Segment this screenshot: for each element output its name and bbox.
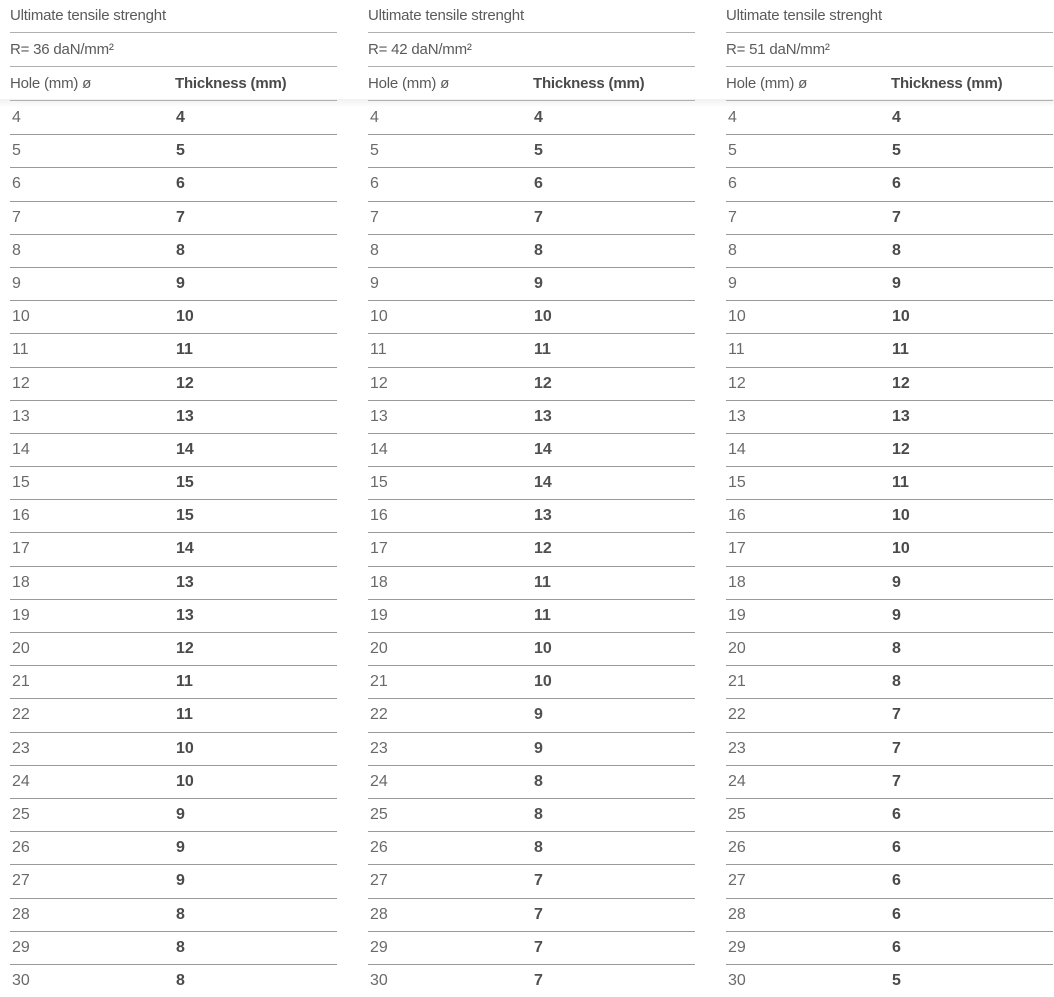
- table-subtitle: R= 51 daN/mm²: [726, 33, 1053, 67]
- table-row: [368, 965, 695, 997]
- hole-cell: 24: [728, 772, 746, 790]
- table-row: [368, 699, 695, 732]
- table-row: [10, 401, 337, 434]
- thickness-cell: 7: [534, 208, 543, 226]
- hole-cell: 23: [370, 739, 388, 757]
- hole-cell: 16: [728, 507, 746, 525]
- thickness-cell: 6: [892, 805, 901, 823]
- table-row: [726, 202, 1053, 235]
- table-row: [726, 301, 1053, 334]
- hole-cell: 9: [728, 274, 737, 292]
- table-row: [726, 766, 1053, 799]
- thickness-cell: 7: [892, 208, 901, 226]
- table-row: [10, 899, 337, 932]
- table-row: [368, 334, 695, 367]
- thickness-cell: 4: [176, 109, 185, 126]
- thickness-cell: 5: [892, 971, 901, 989]
- hole-cell: 10: [728, 308, 746, 326]
- hole-cell: 14: [12, 440, 30, 458]
- thickness-cell: 9: [176, 805, 185, 823]
- thickness-cell: 12: [176, 640, 194, 657]
- table-row: [10, 202, 337, 235]
- hole-cell: 22: [370, 706, 388, 724]
- hole-cell: 9: [370, 274, 379, 292]
- hole-cell: 12: [12, 374, 30, 392]
- column-header-hole: Hole (mm) ø: [10, 75, 92, 92]
- hole-cell: 12: [728, 374, 746, 392]
- hole-cell: 19: [370, 606, 388, 624]
- table-row: [10, 533, 337, 566]
- hole-cell: 18: [728, 573, 746, 591]
- hole-cell: 19: [12, 606, 30, 624]
- hole-cell: 4: [370, 109, 379, 126]
- hole-cell: 26: [728, 839, 746, 857]
- hole-cell: 26: [370, 839, 388, 857]
- hole-cell: 7: [370, 208, 379, 226]
- table-row: [10, 235, 337, 268]
- thickness-cell: 14: [534, 440, 552, 458]
- hole-cell: 8: [12, 241, 21, 259]
- table-subtitle: R= 42 daN/mm²: [368, 33, 695, 67]
- hole-cell: 18: [370, 573, 388, 591]
- hole-cell: 25: [370, 805, 388, 823]
- table-title: Ultimate tensile strenght: [726, 0, 1053, 33]
- thickness-cell: 15: [176, 474, 194, 492]
- hole-cell: 5: [12, 142, 21, 160]
- table-row: [726, 567, 1053, 600]
- hole-cell: 11: [370, 341, 387, 359]
- hole-cell: 21: [370, 673, 388, 691]
- column-header-thickness: Thickness (mm): [891, 75, 1003, 92]
- thickness-cell: 8: [892, 241, 901, 259]
- hole-cell: 12: [370, 374, 388, 392]
- hole-cell: 26: [12, 839, 30, 857]
- table-row: [368, 865, 695, 898]
- hole-cell: 23: [12, 739, 30, 757]
- thickness-cell: 9: [534, 739, 543, 757]
- hole-cell: 5: [370, 142, 379, 160]
- thickness-cell: 8: [892, 640, 901, 657]
- table-row: [726, 434, 1053, 467]
- table-row: [368, 500, 695, 533]
- hole-cell: 24: [370, 772, 388, 790]
- hole-cell: 27: [370, 872, 388, 890]
- table-row: [368, 932, 695, 965]
- column-header-row: [368, 67, 695, 101]
- thickness-cell: 5: [534, 142, 543, 160]
- thickness-cell: 11: [534, 606, 551, 624]
- table-row: [10, 434, 337, 467]
- thickness-cell: 8: [892, 673, 901, 691]
- thickness-cell: 8: [534, 805, 543, 823]
- table-row: [368, 401, 695, 434]
- table-title: Ultimate tensile strenght: [10, 0, 337, 33]
- table-r36: [10, 0, 337, 997]
- table-row: [10, 799, 337, 832]
- column-header-hole: Hole (mm) ø: [726, 75, 808, 92]
- table-row: [726, 401, 1053, 434]
- thickness-cell: 10: [534, 308, 552, 326]
- hole-cell: 30: [370, 971, 388, 989]
- hole-cell: 28: [728, 905, 746, 923]
- hole-cell: 15: [12, 474, 30, 492]
- table-row: [10, 965, 337, 997]
- hole-cell: 4: [728, 109, 737, 126]
- hole-cell: 10: [12, 308, 30, 326]
- hole-cell: 29: [12, 938, 30, 956]
- table-body: [368, 101, 695, 997]
- column-header-thickness: Thickness (mm): [175, 75, 287, 92]
- thickness-cell: 6: [176, 175, 185, 193]
- thickness-cell: 6: [892, 175, 901, 193]
- hole-cell: 30: [728, 971, 746, 989]
- table-row: [10, 301, 337, 334]
- table-row: [726, 832, 1053, 865]
- table-row: [726, 334, 1053, 367]
- thickness-cell: 9: [176, 872, 185, 890]
- hole-cell: 25: [12, 805, 30, 823]
- table-row: [10, 633, 337, 666]
- hole-cell: 20: [370, 640, 388, 657]
- table-row: [368, 799, 695, 832]
- thickness-cell: 4: [534, 109, 543, 126]
- hole-cell: 10: [370, 308, 388, 326]
- table-row: [10, 932, 337, 965]
- thickness-cell: 9: [176, 839, 185, 857]
- thickness-cell: 12: [534, 374, 552, 392]
- table-row: [10, 766, 337, 799]
- hole-cell: 9: [12, 274, 21, 292]
- table-row: [726, 368, 1053, 401]
- hole-cell: 15: [728, 474, 746, 492]
- hole-cell: 28: [370, 905, 388, 923]
- thickness-cell: 10: [176, 739, 194, 757]
- thickness-cell: 12: [176, 374, 194, 392]
- thickness-cell: 4: [892, 109, 901, 126]
- thickness-cell: 5: [892, 142, 901, 160]
- hole-cell: 16: [12, 507, 30, 525]
- thickness-cell: 9: [534, 274, 543, 292]
- table-row: [368, 301, 695, 334]
- thickness-cell: 14: [176, 440, 194, 458]
- table-row: [368, 102, 695, 135]
- table-subtitle: R= 36 daN/mm²: [10, 33, 337, 67]
- thickness-cell: 7: [892, 706, 901, 724]
- hole-cell: 7: [12, 208, 21, 226]
- hole-cell: 11: [728, 341, 745, 359]
- hole-cell: 22: [728, 706, 746, 724]
- thickness-cell: 11: [176, 673, 193, 691]
- table-row: [368, 235, 695, 268]
- hole-cell: 19: [728, 606, 746, 624]
- thickness-cell: 10: [534, 673, 552, 691]
- thickness-cell: 9: [892, 573, 901, 591]
- table-row: [368, 168, 695, 201]
- hole-cell: 25: [728, 805, 746, 823]
- thickness-cell: 11: [892, 474, 909, 492]
- hole-cell: 30: [12, 971, 30, 989]
- thickness-cell: 8: [176, 241, 185, 259]
- thickness-cell: 8: [534, 839, 543, 857]
- hole-cell: 23: [728, 739, 746, 757]
- thickness-cell: 10: [534, 640, 552, 657]
- hole-cell: 24: [12, 772, 30, 790]
- hole-cell: 5: [728, 142, 737, 160]
- table-r42: [368, 0, 695, 997]
- hole-cell: 16: [370, 507, 388, 525]
- table-row: [726, 168, 1053, 201]
- thickness-cell: 9: [892, 606, 901, 624]
- thickness-cell: 10: [892, 308, 910, 326]
- thickness-cell: 10: [892, 540, 910, 558]
- thickness-cell: 9: [892, 274, 901, 292]
- hole-cell: 4: [12, 109, 21, 126]
- thickness-cell: 7: [534, 872, 543, 890]
- hole-cell: 13: [370, 407, 388, 425]
- table-row: [368, 135, 695, 168]
- thickness-cell: 10: [892, 507, 910, 525]
- table-row: [10, 500, 337, 533]
- table-row: [368, 899, 695, 932]
- table-row: [10, 368, 337, 401]
- table-row: [368, 533, 695, 566]
- hole-cell: 29: [370, 938, 388, 956]
- thickness-cell: 6: [892, 872, 901, 890]
- thickness-cell: 11: [176, 706, 193, 724]
- table-row: [726, 799, 1053, 832]
- hole-cell: 8: [370, 241, 379, 259]
- thickness-cell: 7: [892, 739, 901, 757]
- hole-cell: 28: [12, 905, 30, 923]
- table-body: [726, 101, 1053, 997]
- thickness-cell: 6: [892, 839, 901, 857]
- table-row: [726, 235, 1053, 268]
- thickness-cell: 5: [176, 142, 185, 160]
- thickness-cell: 9: [534, 706, 543, 724]
- hole-cell: 20: [12, 640, 30, 657]
- hole-cell: 27: [12, 872, 30, 890]
- table-row: [726, 533, 1053, 566]
- hole-cell: 21: [12, 673, 30, 691]
- table-row: [726, 467, 1053, 500]
- hole-cell: 17: [370, 540, 388, 558]
- thickness-cell: 7: [176, 208, 185, 226]
- thickness-cell: 13: [176, 606, 194, 624]
- table-row: [10, 832, 337, 865]
- table-row: [726, 500, 1053, 533]
- thickness-cell: 11: [534, 341, 551, 359]
- hole-cell: 15: [370, 474, 388, 492]
- table-r51: [726, 0, 1053, 997]
- table-row: [368, 600, 695, 633]
- thickness-cell: 6: [534, 175, 543, 193]
- thickness-cell: 6: [892, 938, 901, 956]
- column-header-hole: Hole (mm) ø: [368, 75, 450, 92]
- hole-cell: 29: [728, 938, 746, 956]
- column-header-thickness: Thickness (mm): [533, 75, 645, 92]
- hole-cell: 22: [12, 706, 30, 724]
- table-row: [10, 168, 337, 201]
- table-row: [10, 733, 337, 766]
- table-row: [10, 699, 337, 732]
- thickness-cell: 8: [176, 971, 185, 989]
- table-row: [10, 600, 337, 633]
- table-row: [726, 633, 1053, 666]
- table-row: [10, 666, 337, 699]
- table-row: [726, 666, 1053, 699]
- hole-cell: 17: [12, 540, 30, 558]
- table-row: [368, 666, 695, 699]
- thickness-cell: 12: [534, 540, 552, 558]
- hole-cell: 13: [12, 407, 30, 425]
- thickness-cell: 8: [176, 938, 185, 956]
- hole-cell: 18: [12, 573, 30, 591]
- table-body: [10, 101, 337, 997]
- hole-cell: 14: [728, 440, 746, 458]
- thickness-cell: 7: [534, 938, 543, 956]
- hole-cell: 13: [728, 407, 746, 425]
- thickness-cell: 13: [534, 407, 552, 425]
- table-row: [10, 334, 337, 367]
- table-row: [726, 699, 1053, 732]
- thickness-cell: 15: [176, 507, 194, 525]
- hole-cell: 20: [728, 640, 746, 657]
- thickness-cell: 13: [534, 507, 552, 525]
- thickness-cell: 13: [176, 573, 194, 591]
- hole-cell: 7: [728, 208, 737, 226]
- hole-cell: 14: [370, 440, 388, 458]
- thickness-cell: 6: [892, 905, 901, 923]
- thickness-cell: 7: [892, 772, 901, 790]
- hole-cell: 27: [728, 872, 746, 890]
- thickness-cell: 11: [892, 341, 909, 359]
- table-title: Ultimate tensile strenght: [368, 0, 695, 33]
- table-row: [10, 268, 337, 301]
- thickness-cell: 8: [534, 772, 543, 790]
- table-row: [368, 567, 695, 600]
- hole-cell: 6: [370, 175, 379, 193]
- thickness-cell: 9: [176, 274, 185, 292]
- thickness-cell: 14: [176, 540, 194, 558]
- table-row: [368, 766, 695, 799]
- table-row: [10, 467, 337, 500]
- column-header-row: [726, 67, 1053, 101]
- thickness-cell: 13: [892, 407, 910, 425]
- hole-cell: 21: [728, 673, 746, 691]
- table-row: [368, 368, 695, 401]
- thickness-cell: 12: [892, 374, 910, 392]
- table-row: [368, 633, 695, 666]
- hole-cell: 11: [12, 341, 29, 359]
- table-row: [726, 865, 1053, 898]
- thickness-cell: 8: [534, 241, 543, 259]
- table-row: [368, 467, 695, 500]
- table-row: [368, 202, 695, 235]
- column-header-row: [10, 67, 337, 101]
- table-row: [726, 965, 1053, 997]
- thickness-cell: 12: [892, 440, 910, 458]
- hole-cell: 17: [728, 540, 746, 558]
- thickness-cell: 7: [534, 905, 543, 923]
- thickness-cell: 10: [176, 772, 194, 790]
- table-row: [726, 932, 1053, 965]
- table-row: [10, 102, 337, 135]
- thickness-cell: 13: [176, 407, 194, 425]
- table-row: [368, 268, 695, 301]
- table-row: [726, 135, 1053, 168]
- thickness-cell: 8: [176, 905, 185, 923]
- hole-cell: 6: [728, 175, 737, 193]
- table-row: [726, 733, 1053, 766]
- table-row: [726, 600, 1053, 633]
- hole-cell: 6: [12, 175, 21, 193]
- thickness-cell: 11: [534, 573, 551, 591]
- table-row: [726, 268, 1053, 301]
- table-row: [10, 567, 337, 600]
- thickness-cell: 10: [176, 308, 194, 326]
- thickness-cell: 14: [534, 474, 552, 492]
- table-row: [368, 832, 695, 865]
- hole-cell: 8: [728, 241, 737, 259]
- table-row: [726, 899, 1053, 932]
- table-row: [10, 865, 337, 898]
- thickness-cell: 11: [176, 341, 193, 359]
- table-row: [368, 733, 695, 766]
- table-row: [10, 135, 337, 168]
- table-row: [726, 102, 1053, 135]
- thickness-cell: 7: [534, 971, 543, 989]
- table-row: [368, 434, 695, 467]
